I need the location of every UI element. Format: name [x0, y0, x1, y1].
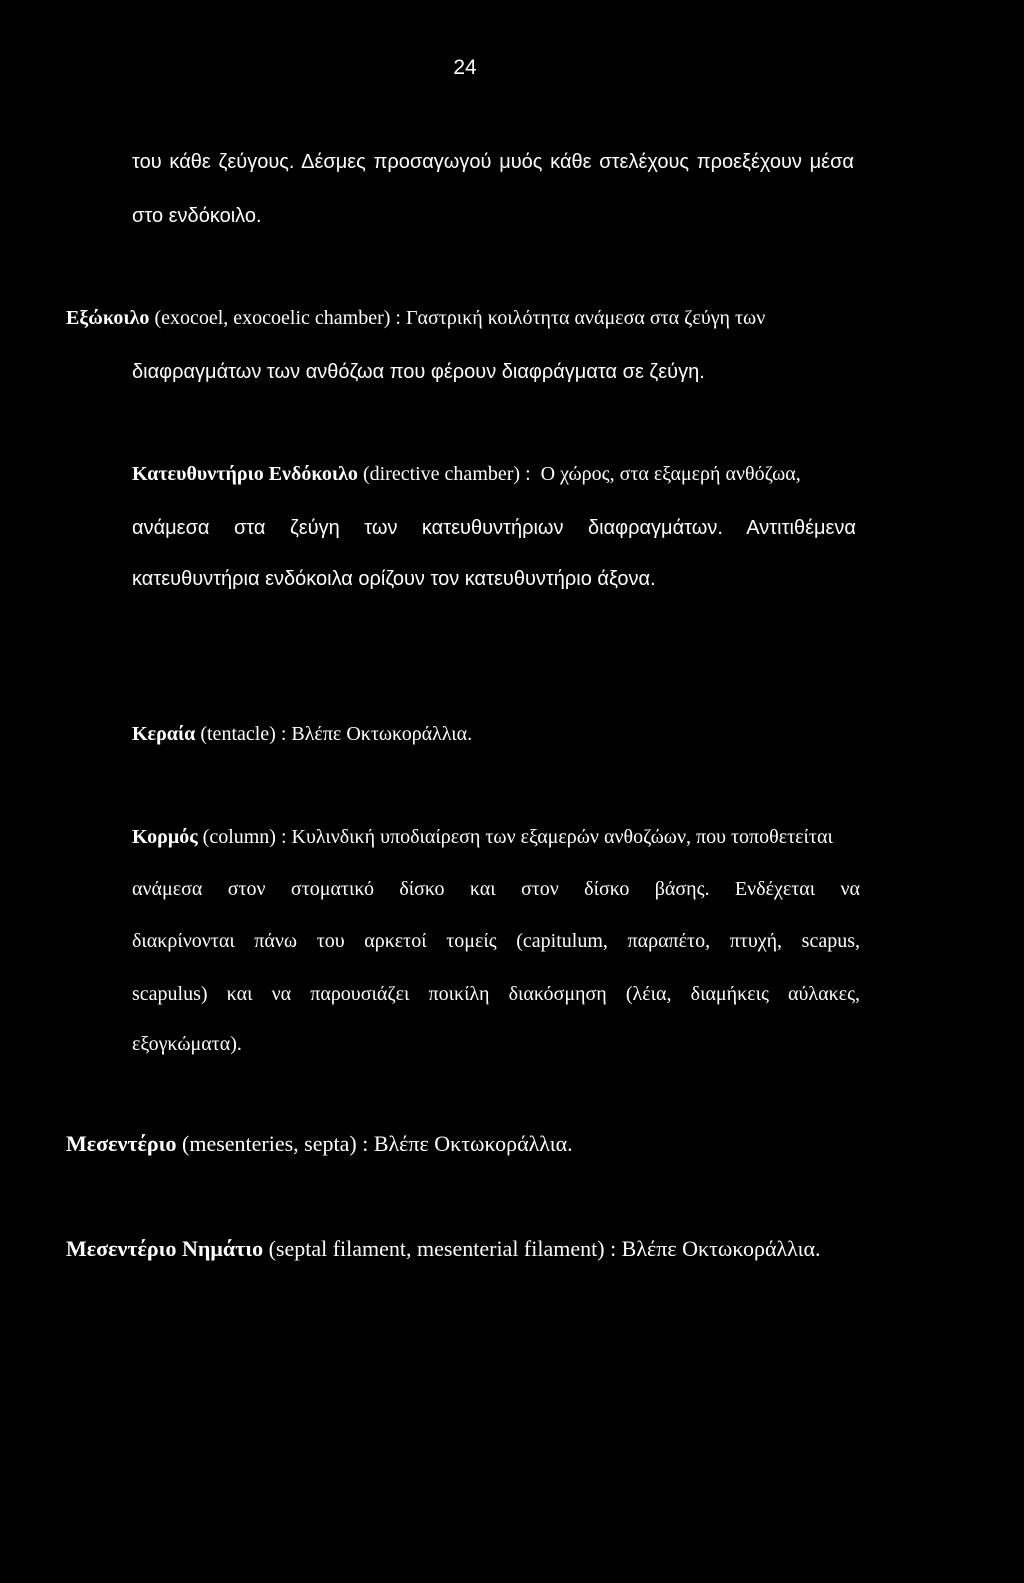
glossary-term: Μεσεντέριο Νημάτιο: [66, 1236, 264, 1261]
paragraph-line: διακρίνονται πάνω του αρκετοί τομείς (capitulum, παραπέτο, πτυχή, scapus,: [132, 930, 860, 952]
glossary-entry-directive-chamber: [132, 462, 856, 486]
paragraph-line: ανάμεσα στον στοματικό δίσκο και στον δίσκο βάσης. Ενδέχεται να: [132, 878, 860, 900]
glossary-term: Κεραία: [132, 723, 196, 745]
glossary-entry-mesenteries: [66, 1132, 573, 1156]
glossary-term: Κορμός: [132, 826, 198, 848]
paragraph-line: διαφραγμάτων των ανθόζωα που φέρουν διαφράγματα σε ζεύγη.: [132, 361, 705, 383]
glossary-definition: (septal filament, mesenterial filament) : Βλέπε Οκτωκοράλλια.: [263, 1236, 821, 1261]
glossary-definition: (mesenteries, septa) : Βλέπε Οκτωκοράλλια.: [176, 1131, 573, 1156]
paragraph-line: του κάθε ζεύγους. Δέσμες προσαγωγού μυός κάθε στελέχους προεξέχουν μέσα: [132, 151, 854, 173]
glossary-term: Εξώκοιλο: [66, 307, 150, 329]
glossary-definition: (directive chamber) : Ο χώρος, στα εξαμερή ανθόζωα,: [357, 463, 801, 485]
glossary-entry-column: [132, 825, 833, 849]
glossary-term: Κατευθυντήριο Ενδόκοιλο: [132, 463, 358, 485]
paragraph-line: κατευθυντήρια ενδόκοιλα ορίζουν τον κατευθυντήριο άξονα.: [132, 568, 656, 590]
paragraph-line: στο ενδόκοιλο.: [132, 205, 262, 227]
page-number: 24: [453, 56, 477, 79]
glossary-definition: (exocoel, exocoelic chamber) : Γαστρική κοιλότητα ανάμεσα στα ζεύγη των: [149, 307, 766, 329]
paragraph-line: scapulus) και να παρουσιάζει ποικίλη διακόσμηση (λέια, διαμήκεις αύλακες,: [132, 983, 860, 1005]
paragraph-line: ανάμεσα στα ζεύγη των κατευθυντήριων διαφραγμάτων. Αντιτιθέμενα: [132, 517, 856, 539]
glossary-term: Μεσεντέριο: [66, 1131, 177, 1156]
glossary-definition: (tentacle) : Βλέπε Οκτωκοράλλια.: [195, 723, 473, 745]
glossary-entry-tentacle: [132, 722, 472, 746]
glossary-entry-exocoel: [66, 306, 765, 330]
paragraph-line: εξογκώματα).: [132, 1033, 242, 1055]
glossary-entry-septal-filament: [66, 1237, 821, 1261]
glossary-definition: (column) : Κυλινδική υποδιαίρεση των εξαμερών ανθοζώων, που τοποθετείται: [197, 826, 833, 848]
